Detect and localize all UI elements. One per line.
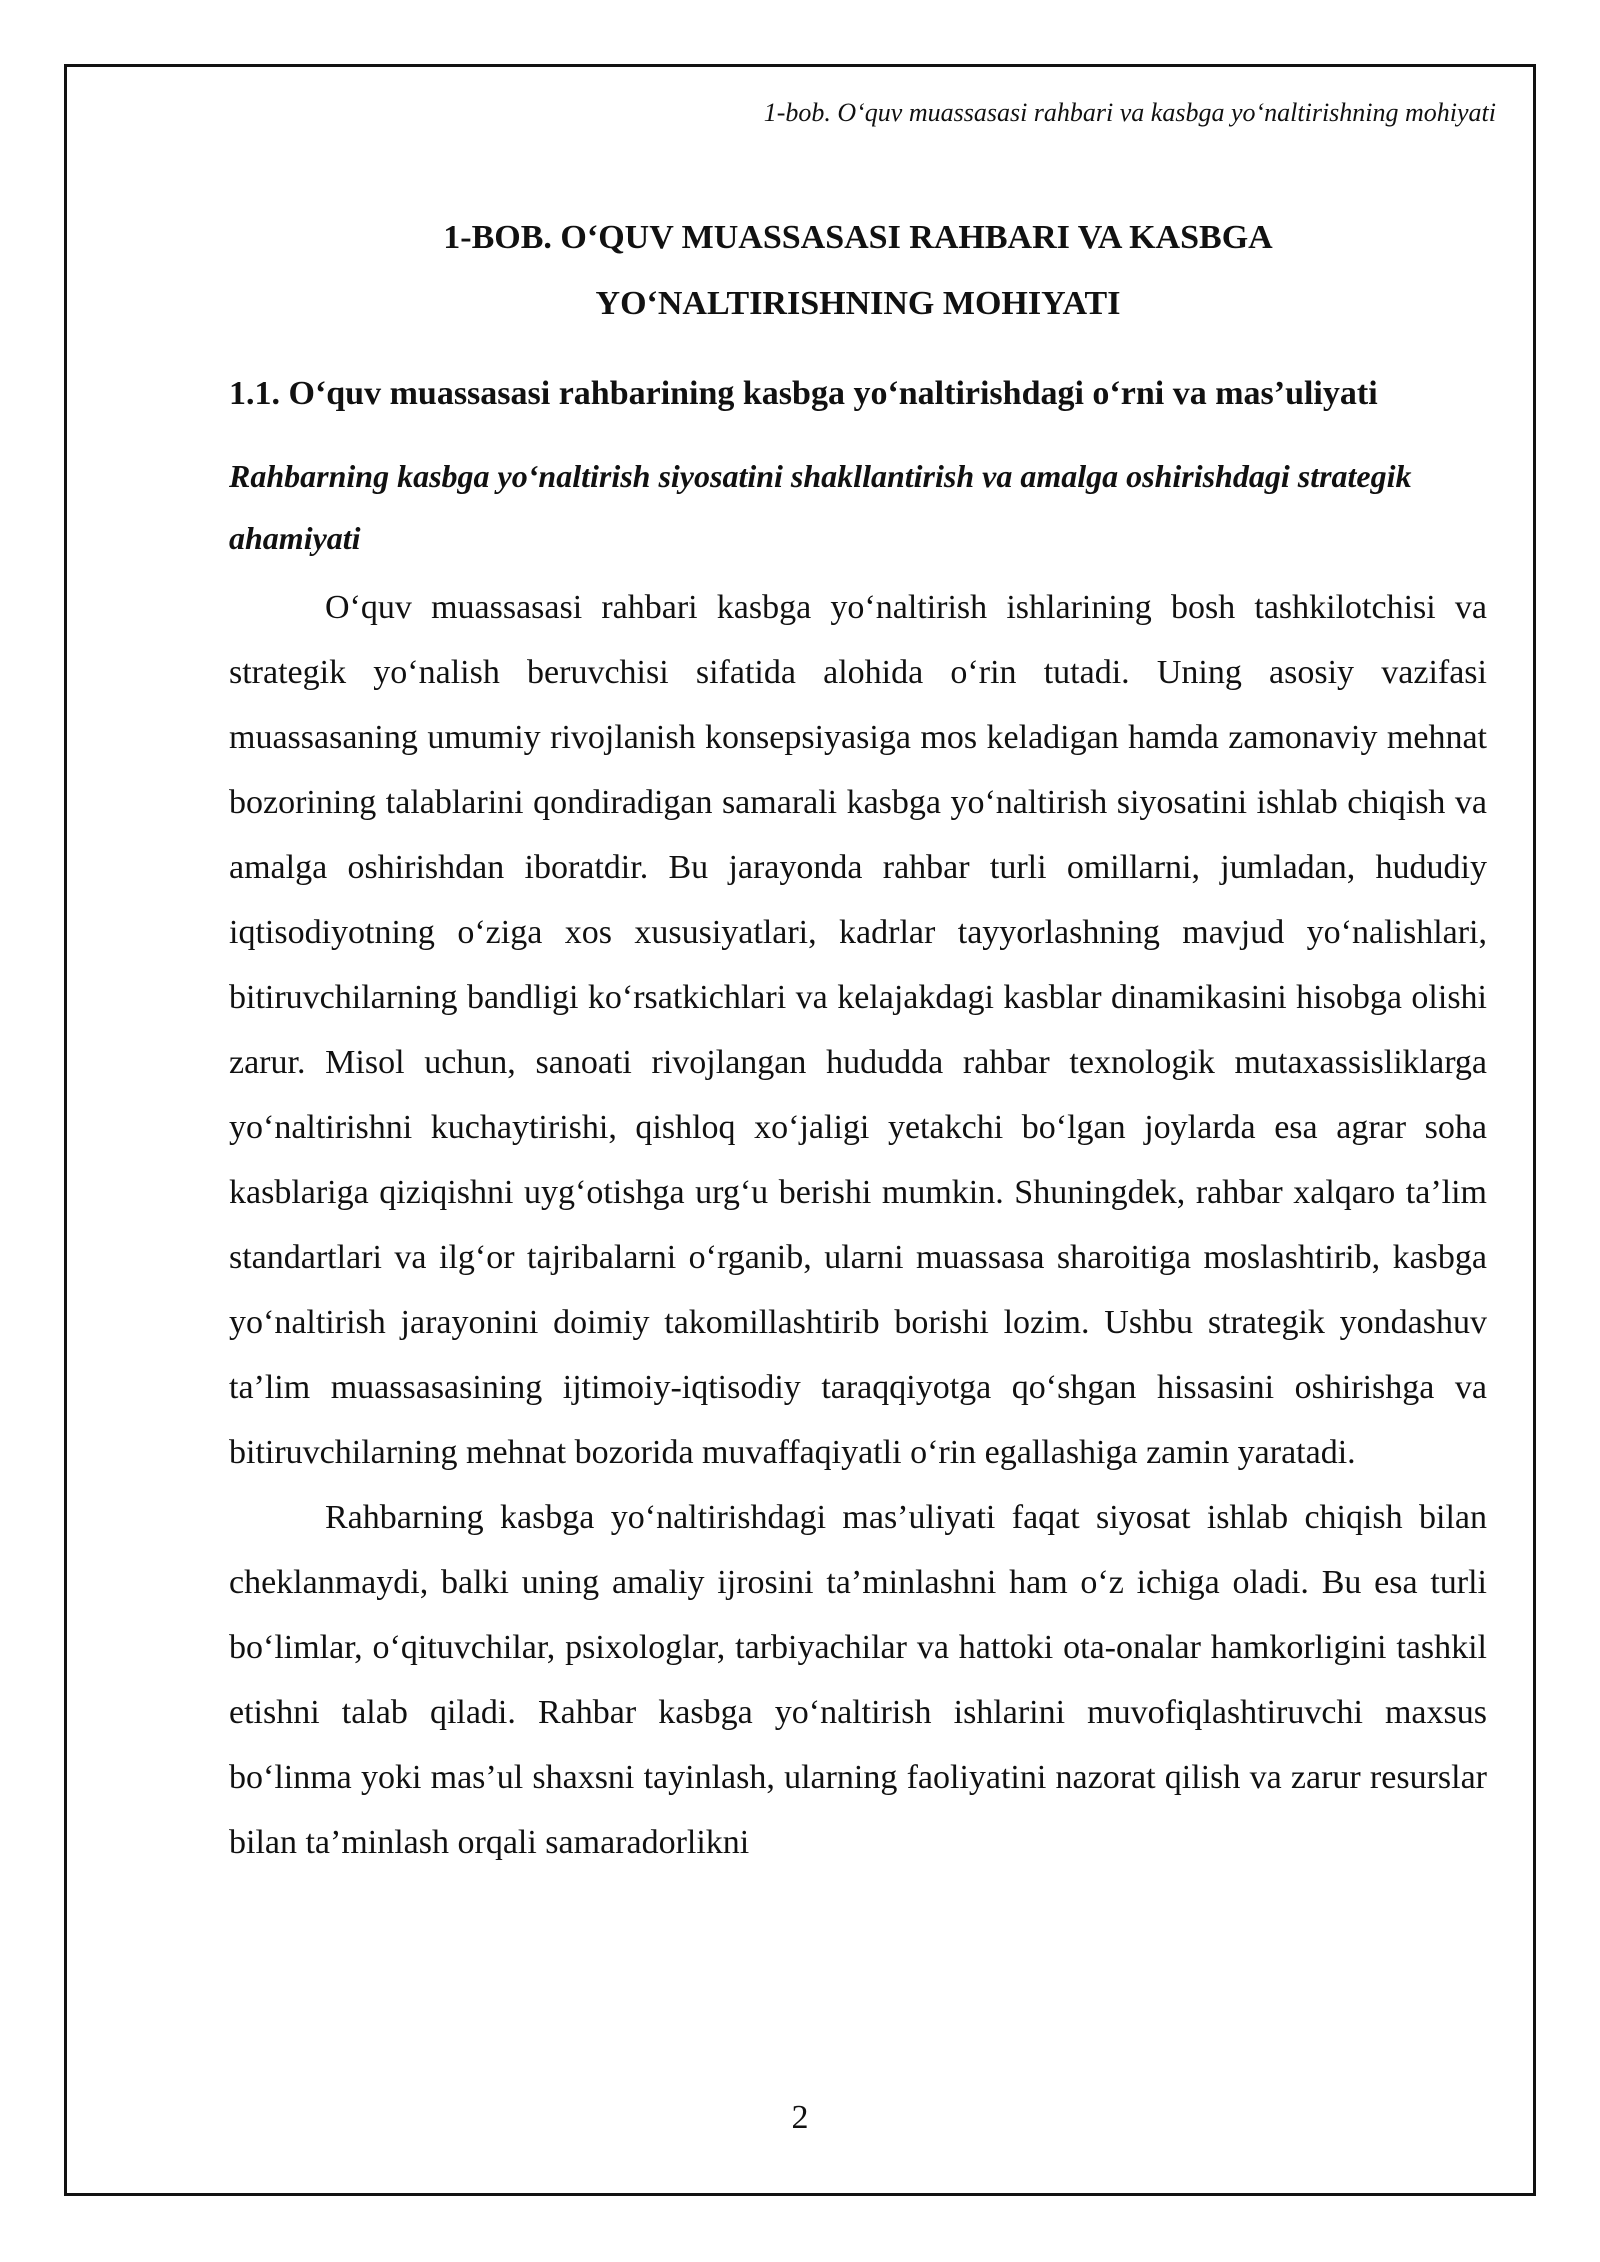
chapter-title-line-1: 1-BOB. O‘QUV MUASSASASI RAHBARI VA KASBGA (443, 219, 1273, 256)
body-paragraph-2: Rahbarning kasbga yo‘naltirishdagi mas’uliyati faqat siyosat ishlab chiqish bilan cheklanmaydi, balki uning amaliy ijrosini ta’minlashni ham o‘z ichiga oladi. Bu esa turli bo‘limlar, o‘qituvchilar, psixologlar, tarbiyachilar va hattoki ota-onalar hamkorligini tashkil etishni talab qiladi. Rahbar kasbga yo‘naltirish ishlarini muvofiqlashtiruvchi maxsus bo‘linma yoki mas’ul shaxsni tayinlash, ularning faoliyatini nazorat qilish va zarur resurslar bilan ta’minlash orqali samaradorlikni (229, 1499, 1487, 1861)
subsection-title: Rahbarning kasbga yo‘naltirish siyosatini shakllantirish va amalga oshirishdagi strategik ahamiyati (229, 458, 1412, 556)
page-content (229, 205, 1487, 1875)
page-number: 2 (791, 2099, 809, 2136)
chapter-title-line-2: YO‘NALTIRISHNING MOHIYATI (595, 285, 1121, 322)
running-header: 1-bob. O‘quv muassasasi rahbari va kasbga yo‘naltirishning mohiyati (763, 98, 1496, 127)
body-paragraph-1: O‘quv muassasasi rahbari kasbga yo‘naltirish ishlarining bosh tashkilotchisi va strategik yo‘nalish beruvchisi sifatida alohida o‘rin tutadi. Uning asosiy vazifasi muassasaning umumiy rivojlanish konsepsiyasiga mos keladigan hamda zamonaviy mehnat bozorining talablarini qondiradigan samarali kasbga yo‘naltirish siyosatini ishlab chiqish va amalga oshirishdan iboratdir. Bu jarayonda rahbar turli omillarni, jumladan, hududiy iqtisodiyotning o‘ziga xos xususiyatlari, kadrlar tayyorlashning mavjud yo‘nalishlari, bitiruvchilarning bandligi ko‘rsatkichlari va kelajakdagi kasblar dinamikasini hisobga olishi zarur. Misol uchun, sanoati rivojlangan hududda rahbar texnologik mutaxassisliklarga yo‘naltirishni kuchaytirishi, qishloq xo‘jaligi yetakchi bo‘lgan joylarda esa agrar soha kasblariga qiziqishni uyg‘otishga urg‘u berishi mumkin. Shuningdek, rahbar xalqaro ta’lim standartlari va ilg‘or tajribalarni o‘rganib, ularni muassasa sharoitiga moslashtirib, kasbga yo‘naltirish jarayonini doimiy takomillashtirib borishi lozim. Ushbu strategik yondashuv ta’lim muassasasining ijtimoiy-iqtisodiy taraqqiyotga qo‘shgan hissasini oshirishga va bitiruvchilarning mehnat bozorida muvaffaqiyatli o‘rin egallashiga zamin yaratadi. (229, 589, 1487, 1471)
chapter-title (229, 205, 1487, 337)
section-title: 1.1. O‘quv muassasasi rahbarining kasbga yo‘naltirishdagi o‘rni va mas’uliyati (229, 375, 1378, 412)
